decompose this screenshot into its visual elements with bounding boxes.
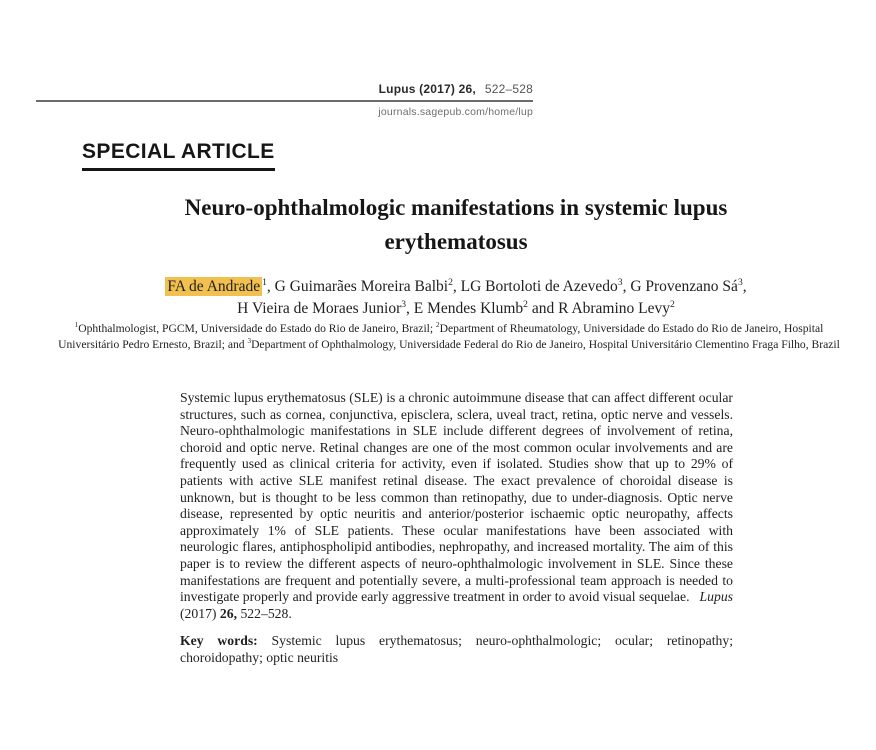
- keywords-paragraph: [180, 633, 733, 667]
- affiliation-ref: 3: [401, 298, 407, 310]
- author-name: , G Guimarães Moreira Balbi: [266, 278, 449, 295]
- affiliations: [46, 321, 852, 352]
- author-line-2: [56, 298, 856, 320]
- affiliation-ref: 3: [737, 276, 743, 288]
- journal-name-volume: Lupus (2017) 26,: [378, 82, 476, 96]
- header-rule: [36, 100, 533, 102]
- abstract-text: Systemic lupus erythematosus (SLE) is a chronic autoimmune disease that can affect different ocular structures, such as cornea, conjunctiva, episclera, sclera, uveal tract, retina, optic nerve and vessels. Neuro-ophthalmologic manifestations in SLE include different degrees of involvement of retina, choroid and optic nerve. Retinal changes are one of the most common ocular involvements and are frequently used as clinical criteria for activity, even if isolated. Studies show that up to 29% of patients with active SLE manifest retinal disease. The exact prevalence of choroidal disease is unknown, but is thought to be less common than retinopathy, due to under-diagnosis. Optic nerve disease, represented by optic neuritis and anterior/posterior ischaemic optic neuropathy, affects approximately 1% of SLE patients. These ocular manifestations have been associated with neurologic flares, antiphospholipid antibodies, nephropathy, and increased mortality. The aim of this paper is to review the different aspects of neuro-ophthalmologic involvement in SLE. Since these manifestations are frequent and potentially severe, a multi-professional team approach is needed to investigate properly and provide early aggressive treatment in order to avoid visual sequelae.: [180, 390, 733, 605]
- author-name: , E Mendes Klumb: [406, 299, 524, 317]
- affiliation-ref: 1: [262, 276, 267, 288]
- author-separator: ,: [742, 278, 747, 295]
- abstract-citation-volume: 26,: [219, 605, 238, 621]
- abstract-paragraph: [180, 390, 733, 622]
- journal-citation: [36, 82, 533, 97]
- section-label: SPECIAL ARTICLE: [82, 140, 275, 171]
- affiliation-text: Department of Ophthalmology, Universidade Federal do Rio de Janeiro, Hospital Universitário Clementino Fraga Filho, Brazil: [251, 337, 840, 351]
- abstract-citation-journal: Lupus: [699, 589, 733, 605]
- author-name: H Vieira de Moraes Junior: [237, 299, 402, 317]
- journal-header: [36, 82, 533, 118]
- affiliation-number: 2: [436, 321, 440, 330]
- author-line-1: [56, 276, 856, 298]
- abstract-citation-pages: 522–528.: [237, 605, 292, 621]
- author-list: [56, 276, 856, 319]
- affiliation-text: Department of Rheumatology, Universidade do Estado do Rio de Janeiro, Hospital Universitário Pedro Ernesto, Brazil; and: [58, 322, 824, 351]
- journal-url-link[interactable]: journals.sagepub.com/home/lup: [378, 106, 533, 118]
- author-name: , G Provenzano Sá: [622, 278, 738, 295]
- author-name: and R Abramino Levy: [527, 299, 671, 317]
- article-title: Neuro-ophthalmologic manifestations in systemic lupus erythematosus: [184, 195, 728, 254]
- keywords-label: Key words:: [180, 633, 258, 648]
- affiliation-number: 1: [74, 321, 79, 330]
- author-name: , LG Bortoloti de Azevedo: [452, 278, 618, 295]
- affiliation-ref: 2: [523, 298, 528, 310]
- affiliation-number: 3: [247, 336, 252, 345]
- highlighted-author: FA de Andrade: [167, 278, 261, 295]
- affiliation-text: Ophthalmologist, PGCM, Universidade do Estado do Rio de Janeiro, Brazil;: [78, 322, 437, 335]
- journal-pages: 522–528: [484, 82, 533, 96]
- keywords-text: Systemic lupus erythematosus; neuro-ophthalmologic; ocular; retinopathy; choroidopathy; optic neuritis: [180, 633, 733, 665]
- abstract-citation-year: (2017): [180, 605, 220, 621]
- affiliation-ref: 2: [670, 298, 675, 310]
- affiliation-ref: 3: [617, 276, 623, 288]
- affiliation-ref: 2: [448, 276, 453, 288]
